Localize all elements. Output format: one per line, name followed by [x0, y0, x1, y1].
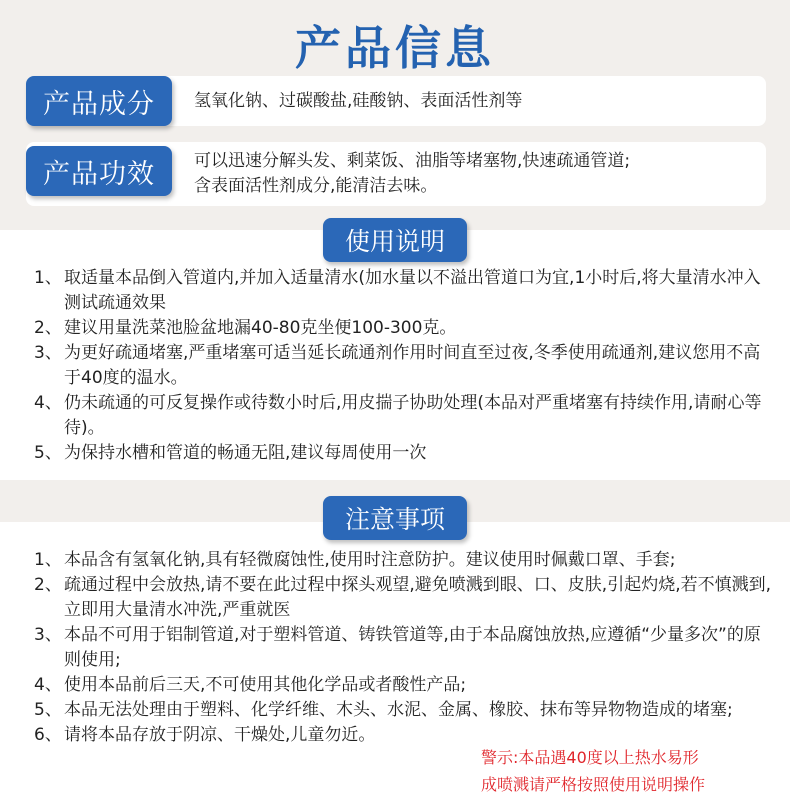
warning-notice	[481, 744, 781, 798]
caution-item-number: 3、	[34, 625, 62, 645]
ingredients-text: 氢氧化钠、过碳酸盐,硅酸钠、表面活性剂等	[194, 91, 523, 111]
caution-item	[34, 623, 774, 673]
caution-item-text: 本品不可用于铝制管道,对于塑料管道、铸铁管道等,由于本品腐蚀放热,应遵循“少量多次”的原则使用;	[64, 625, 761, 670]
usage-item-text: 为保持水槽和管道的畅通无阻,建议每周使用一次	[64, 443, 427, 463]
usage-item-number: 5、	[34, 443, 62, 463]
caution-item	[34, 548, 774, 573]
effect-line-1: 可以迅速分解头发、剩菜饭、油脂等堵塞物,快速疏通管道;	[194, 151, 631, 171]
caution-item-number: 1、	[34, 550, 62, 570]
usage-item-number: 1、	[34, 268, 62, 288]
effect-text	[194, 149, 756, 199]
usage-item-number: 4、	[34, 393, 62, 413]
usage-item-number: 3、	[34, 343, 62, 363]
caution-item	[34, 698, 734, 723]
warning-line-1: 警示:本品遇40度以上热水易形	[481, 748, 699, 767]
warning-line-2: 成喷溅请严格按照使用说明操作	[481, 775, 706, 794]
caution-item	[34, 573, 774, 623]
caution-item-text: 本品无法处理由于塑料、化学纤维、木头、水泥、金属、橡胶、抹布等异物物造成的堵塞;	[64, 700, 733, 720]
page-title: 产品信息	[295, 21, 495, 75]
usage-item-text: 取适量本品倒入管道内,并加入适量清水(加水量以不溢出管道口为宜,1小时后,将大量清水冲入测试疏通效果	[64, 268, 761, 313]
usage-item-text: 仍未疏通的可反复操作或待数小时后,用皮揣子协助处理(本品对严重堵塞有持续作用,请耐心等待)。	[64, 393, 762, 438]
caution-item-text: 请将本品存放于阴凉、干燥处,儿童勿近。	[64, 725, 376, 745]
effect-line-2: 含表面活性剂成分,能清洁去味。	[194, 176, 438, 196]
effect-label: 产品功效	[26, 146, 172, 196]
usage-item	[34, 391, 774, 441]
caution-list	[34, 548, 774, 748]
ingredients-label: 产品成分	[26, 76, 172, 126]
usage-item	[34, 341, 774, 391]
caution-item-number: 5、	[34, 700, 62, 720]
caution-item	[34, 673, 774, 698]
usage-item-text: 为更好疏通堵塞,严重堵塞可适当延长疏通剂作用时间直至过夜,冬季使用疏通剂,建议您用不高于40度的温水。	[64, 343, 761, 388]
usage-heading: 使用说明	[323, 218, 467, 262]
usage-item	[34, 316, 774, 341]
usage-item-text: 建议用量洗菜池脸盆地漏40-80克坐便100-300克。	[64, 318, 457, 338]
caution-heading: 注意事项	[323, 496, 467, 540]
ingredients-row	[26, 76, 766, 126]
usage-item	[34, 441, 774, 466]
usage-item-number: 2、	[34, 318, 62, 338]
caution-item-number: 6、	[34, 725, 62, 745]
caution-item-text: 使用本品前后三天,不可使用其他化学品或者酸性产品;	[64, 675, 467, 695]
caution-item-text: 本品含有氢氧化钠,具有轻微腐蚀性,使用时注意防护。建议使用时佩戴口罩、手套;	[64, 550, 676, 570]
effect-row	[26, 142, 766, 206]
caution-item-number: 2、	[34, 575, 62, 595]
caution-item-text: 疏通过程中会放热,请不要在此过程中探头观望,避免喷溅到眼、口、皮肤,引起灼烧,若不慎溅到,立即用大量清水冲洗,严重就医	[64, 575, 772, 620]
caution-item	[34, 723, 474, 748]
usage-item	[34, 266, 774, 316]
usage-list	[34, 266, 774, 466]
caution-item-number: 4、	[34, 675, 62, 695]
